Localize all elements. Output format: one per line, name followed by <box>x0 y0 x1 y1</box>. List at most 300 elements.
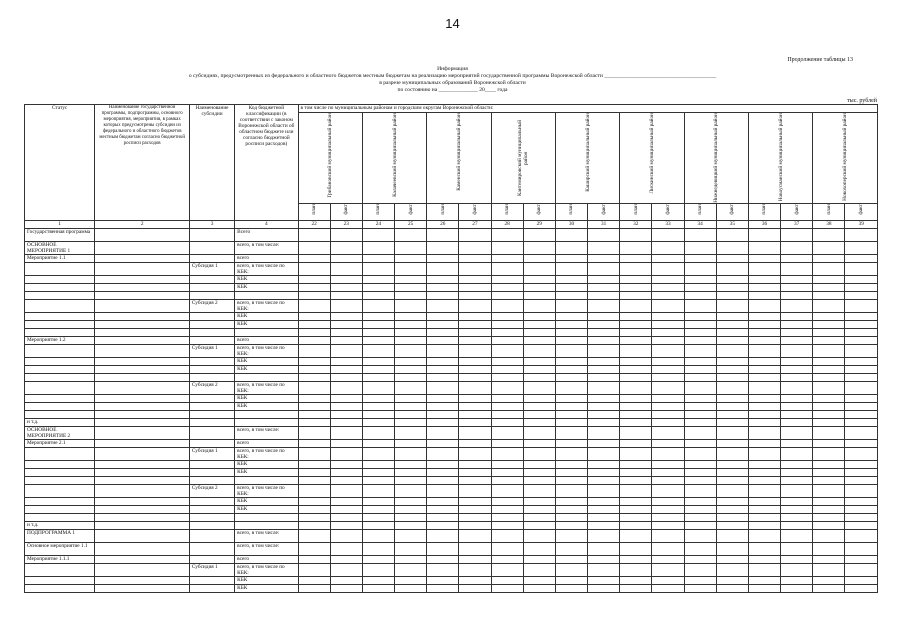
value-cell <box>652 374 684 382</box>
value-cell <box>748 313 780 321</box>
value-cell <box>395 514 427 522</box>
value-cell <box>523 556 555 564</box>
value-cell <box>298 419 330 427</box>
value-cell <box>620 337 652 345</box>
value-cell <box>845 229 878 242</box>
value-cell <box>813 229 845 242</box>
value-cell <box>845 522 878 530</box>
units-label: тыс. рублей <box>847 98 877 104</box>
header-status: Статус <box>25 105 95 221</box>
row-status: Государственная программа <box>25 229 95 242</box>
value-cell <box>716 395 748 403</box>
value-cell <box>716 514 748 522</box>
value-cell <box>362 229 394 242</box>
value-cell <box>588 345 620 358</box>
row-kbk <box>235 292 298 300</box>
value-cell <box>588 321 620 329</box>
row-name <box>95 498 190 506</box>
row-name <box>95 530 190 543</box>
value-cell <box>813 403 845 411</box>
value-cell <box>395 419 427 427</box>
value-cell <box>395 485 427 498</box>
value-cell <box>459 461 491 469</box>
value-cell <box>652 242 684 255</box>
value-cell <box>620 284 652 292</box>
value-cell <box>684 427 716 440</box>
row-status: ОСНОВНОЕ МЕРОПРИЯТИЕ 1 <box>25 242 95 255</box>
value-cell <box>555 313 587 321</box>
header-fact: факт <box>395 204 427 221</box>
value-cell <box>298 543 330 556</box>
value-cell <box>555 577 587 585</box>
value-cell <box>684 366 716 374</box>
value-cell <box>427 337 459 345</box>
value-cell <box>362 329 394 337</box>
value-cell <box>330 345 362 358</box>
value-cell <box>588 530 620 543</box>
value-cell <box>845 585 878 593</box>
value-cell <box>813 419 845 427</box>
value-cell <box>330 284 362 292</box>
value-cell <box>427 229 459 242</box>
value-cell <box>427 263 459 276</box>
value-cell <box>620 585 652 593</box>
value-cell <box>491 556 523 564</box>
table-row <box>25 382 878 395</box>
value-cell <box>395 448 427 461</box>
value-cell <box>395 469 427 477</box>
value-cell <box>523 329 555 337</box>
header-district: Калачеевский муниципальный район <box>362 113 426 204</box>
value-cell <box>748 337 780 345</box>
value-cell <box>395 498 427 506</box>
value-cell <box>555 229 587 242</box>
value-cell <box>298 564 330 577</box>
value-cell <box>716 477 748 485</box>
value-cell <box>620 543 652 556</box>
value-cell <box>395 395 427 403</box>
row-kbk <box>235 522 298 530</box>
value-cell <box>459 506 491 514</box>
row-subsidy <box>189 577 234 585</box>
value-cell <box>459 577 491 585</box>
value-cell <box>845 276 878 284</box>
value-cell <box>427 530 459 543</box>
value-cell <box>748 469 780 477</box>
row-name <box>95 411 190 419</box>
row-kbk: КБК <box>235 506 298 514</box>
value-cell <box>781 411 813 419</box>
row-subsidy <box>189 530 234 543</box>
value-cell <box>459 485 491 498</box>
value-cell <box>330 522 362 530</box>
value-cell <box>362 337 394 345</box>
value-cell <box>620 530 652 543</box>
value-cell <box>845 469 878 477</box>
value-cell <box>781 242 813 255</box>
row-subsidy <box>189 477 234 485</box>
value-cell <box>652 522 684 530</box>
value-cell <box>620 345 652 358</box>
value-cell <box>813 358 845 366</box>
value-cell <box>684 276 716 284</box>
value-cell <box>588 543 620 556</box>
value-cell <box>362 242 394 255</box>
value-cell <box>588 284 620 292</box>
value-cell <box>588 419 620 427</box>
value-cell <box>845 564 878 577</box>
value-cell <box>652 556 684 564</box>
row-name <box>95 329 190 337</box>
value-cell <box>491 300 523 313</box>
value-cell <box>716 427 748 440</box>
value-cell <box>395 411 427 419</box>
row-subsidy: Субсидия 2 <box>189 300 234 313</box>
value-cell <box>459 276 491 284</box>
column-number: 25 <box>395 221 427 229</box>
value-cell <box>427 255 459 263</box>
value-cell <box>491 577 523 585</box>
value-cell <box>716 543 748 556</box>
column-number: 33 <box>652 221 684 229</box>
value-cell <box>781 255 813 263</box>
value-cell <box>523 448 555 461</box>
row-status <box>25 498 95 506</box>
value-cell <box>395 530 427 543</box>
value-cell <box>459 374 491 382</box>
value-cell <box>684 242 716 255</box>
value-cell <box>748 292 780 300</box>
value-cell <box>523 292 555 300</box>
value-cell <box>459 427 491 440</box>
value-cell <box>523 477 555 485</box>
value-cell <box>330 448 362 461</box>
value-cell <box>684 382 716 395</box>
row-name <box>95 419 190 427</box>
value-cell <box>395 577 427 585</box>
value-cell <box>652 485 684 498</box>
value-cell <box>588 564 620 577</box>
value-cell <box>716 255 748 263</box>
row-name <box>95 556 190 564</box>
value-cell <box>555 329 587 337</box>
value-cell <box>652 530 684 543</box>
value-cell <box>813 242 845 255</box>
value-cell <box>523 530 555 543</box>
value-cell <box>362 469 394 477</box>
row-subsidy <box>189 556 234 564</box>
value-cell <box>555 242 587 255</box>
header-plan: план <box>298 204 330 221</box>
column-number: 24 <box>362 221 394 229</box>
row-subsidy <box>189 242 234 255</box>
value-cell <box>298 276 330 284</box>
value-cell <box>781 300 813 313</box>
value-cell <box>845 419 878 427</box>
value-cell <box>588 313 620 321</box>
value-cell <box>684 284 716 292</box>
value-cell <box>491 284 523 292</box>
value-cell <box>555 530 587 543</box>
value-cell <box>845 337 878 345</box>
value-cell <box>781 448 813 461</box>
value-cell <box>588 329 620 337</box>
value-cell <box>523 522 555 530</box>
value-cell <box>459 440 491 448</box>
row-name <box>95 543 190 556</box>
value-cell <box>781 498 813 506</box>
value-cell <box>652 292 684 300</box>
value-cell <box>684 374 716 382</box>
page-number: 14 <box>445 16 460 31</box>
row-name <box>95 382 190 395</box>
row-kbk: всего, в том числе по КБК: <box>235 300 298 313</box>
value-cell <box>330 329 362 337</box>
value-cell <box>298 461 330 469</box>
value-cell <box>362 485 394 498</box>
value-cell <box>620 321 652 329</box>
value-cell <box>716 337 748 345</box>
value-cell <box>298 530 330 543</box>
value-cell <box>813 556 845 564</box>
value-cell <box>684 577 716 585</box>
value-cell <box>459 366 491 374</box>
header-plan: план <box>748 204 780 221</box>
value-cell <box>748 477 780 485</box>
value-cell <box>716 300 748 313</box>
value-cell <box>523 585 555 593</box>
row-subsidy <box>189 461 234 469</box>
value-cell <box>555 345 587 358</box>
row-name <box>95 292 190 300</box>
value-cell <box>781 419 813 427</box>
value-cell <box>555 477 587 485</box>
value-cell <box>845 577 878 585</box>
subsidy-table <box>24 104 878 593</box>
table-row <box>25 514 878 522</box>
value-cell <box>298 292 330 300</box>
value-cell <box>362 321 394 329</box>
table-row <box>25 448 878 461</box>
row-status <box>25 374 95 382</box>
value-cell <box>298 284 330 292</box>
value-cell <box>555 284 587 292</box>
column-number: 32 <box>620 221 652 229</box>
row-status <box>25 477 95 485</box>
row-subsidy <box>189 229 234 242</box>
value-cell <box>298 300 330 313</box>
value-cell <box>298 440 330 448</box>
row-status <box>25 395 95 403</box>
value-cell <box>813 276 845 284</box>
value-cell <box>813 485 845 498</box>
table-row <box>25 522 878 530</box>
value-cell <box>523 345 555 358</box>
value-cell <box>716 358 748 366</box>
value-cell <box>555 448 587 461</box>
row-subsidy: Субсидия 1 <box>189 345 234 358</box>
value-cell <box>845 543 878 556</box>
value-cell <box>781 292 813 300</box>
value-cell <box>298 382 330 395</box>
value-cell <box>555 498 587 506</box>
value-cell <box>716 382 748 395</box>
value-cell <box>491 321 523 329</box>
value-cell <box>459 395 491 403</box>
row-status <box>25 485 95 498</box>
value-cell <box>555 321 587 329</box>
value-cell <box>716 498 748 506</box>
value-cell <box>588 395 620 403</box>
value-cell <box>716 284 748 292</box>
row-kbk: всего <box>235 255 298 263</box>
value-cell <box>395 337 427 345</box>
value-cell <box>555 585 587 593</box>
value-cell <box>362 255 394 263</box>
value-cell <box>716 366 748 374</box>
value-cell <box>716 419 748 427</box>
value-cell <box>395 585 427 593</box>
value-cell <box>748 321 780 329</box>
value-cell <box>845 374 878 382</box>
value-cell <box>716 461 748 469</box>
value-cell <box>813 564 845 577</box>
value-cell <box>491 485 523 498</box>
value-cell <box>684 440 716 448</box>
table-row <box>25 263 878 276</box>
row-name <box>95 374 190 382</box>
row-name <box>95 395 190 403</box>
header-district: Грибановский муниципальный район <box>298 113 362 204</box>
value-cell <box>781 403 813 411</box>
value-cell <box>684 358 716 366</box>
value-cell <box>684 321 716 329</box>
value-cell <box>298 255 330 263</box>
value-cell <box>845 313 878 321</box>
value-cell <box>652 577 684 585</box>
value-cell <box>555 440 587 448</box>
value-cell <box>395 403 427 411</box>
value-cell <box>588 485 620 498</box>
value-cell <box>813 522 845 530</box>
value-cell <box>652 337 684 345</box>
value-cell <box>491 411 523 419</box>
value-cell <box>813 313 845 321</box>
value-cell <box>748 427 780 440</box>
row-status <box>25 585 95 593</box>
value-cell <box>813 506 845 514</box>
value-cell <box>427 469 459 477</box>
row-subsidy <box>189 313 234 321</box>
row-kbk: всего, в том числе по КБК: <box>235 564 298 577</box>
header-plan: план <box>491 204 523 221</box>
value-cell <box>362 514 394 522</box>
row-subsidy <box>189 321 234 329</box>
value-cell <box>781 276 813 284</box>
value-cell <box>523 427 555 440</box>
value-cell <box>298 498 330 506</box>
value-cell <box>427 300 459 313</box>
value-cell <box>813 292 845 300</box>
value-cell <box>588 242 620 255</box>
value-cell <box>748 522 780 530</box>
header-subsidy: Наименование субсидии <box>189 105 234 221</box>
value-cell <box>362 543 394 556</box>
value-cell <box>362 440 394 448</box>
value-cell <box>362 284 394 292</box>
value-cell <box>523 284 555 292</box>
value-cell <box>620 448 652 461</box>
value-cell <box>330 403 362 411</box>
value-cell <box>459 469 491 477</box>
value-cell <box>813 448 845 461</box>
value-cell <box>716 329 748 337</box>
row-name <box>95 403 190 411</box>
value-cell <box>845 506 878 514</box>
value-cell <box>298 366 330 374</box>
row-name <box>95 366 190 374</box>
value-cell <box>813 477 845 485</box>
row-kbk <box>235 329 298 337</box>
value-cell <box>781 229 813 242</box>
value-cell <box>395 382 427 395</box>
value-cell <box>684 337 716 345</box>
row-subsidy <box>189 255 234 263</box>
value-cell <box>523 403 555 411</box>
value-cell <box>330 229 362 242</box>
value-cell <box>298 585 330 593</box>
table-row <box>25 469 878 477</box>
value-cell <box>813 498 845 506</box>
value-cell <box>716 585 748 593</box>
value-cell <box>620 522 652 530</box>
value-cell <box>523 395 555 403</box>
value-cell <box>588 585 620 593</box>
table-row <box>25 411 878 419</box>
value-cell <box>781 514 813 522</box>
report-title: Информация <box>437 66 468 72</box>
value-cell <box>652 411 684 419</box>
value-cell <box>684 543 716 556</box>
row-subsidy <box>189 427 234 440</box>
value-cell <box>845 395 878 403</box>
value-cell <box>427 448 459 461</box>
value-cell <box>620 469 652 477</box>
row-subsidy <box>189 543 234 556</box>
value-cell <box>427 522 459 530</box>
value-cell <box>330 292 362 300</box>
value-cell <box>588 300 620 313</box>
table-row <box>25 440 878 448</box>
value-cell <box>330 366 362 374</box>
value-cell <box>330 498 362 506</box>
value-cell <box>362 263 394 276</box>
value-cell <box>298 229 330 242</box>
value-cell <box>652 382 684 395</box>
value-cell <box>845 345 878 358</box>
value-cell <box>523 469 555 477</box>
value-cell <box>459 300 491 313</box>
value-cell <box>523 514 555 522</box>
row-status <box>25 292 95 300</box>
value-cell <box>781 477 813 485</box>
table-row <box>25 498 878 506</box>
value-cell <box>330 395 362 403</box>
column-number: 23 <box>330 221 362 229</box>
value-cell <box>748 440 780 448</box>
value-cell <box>395 229 427 242</box>
value-cell <box>459 337 491 345</box>
